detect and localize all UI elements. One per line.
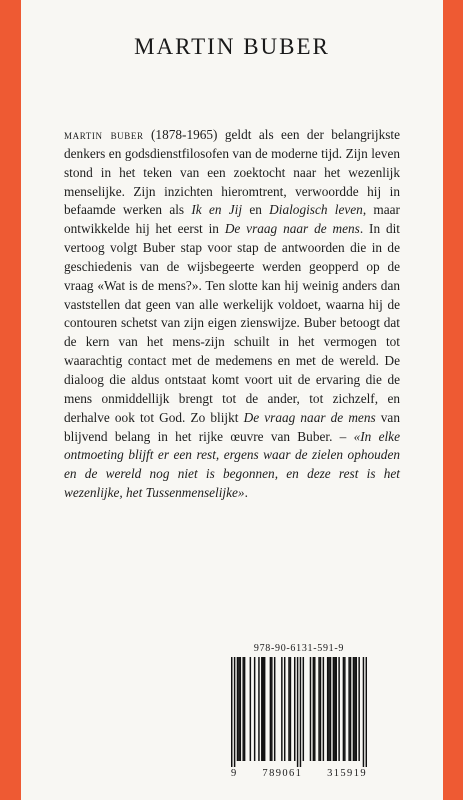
barcode-bar: [294, 657, 295, 761]
barcode-bar: [264, 657, 265, 761]
blurb-part-3: , maar ontwikkelde hij het eerst in: [64, 202, 400, 237]
ean-left-group: 789061: [262, 768, 303, 779]
barcode-bar: [336, 657, 337, 761]
barcode-bar: [327, 657, 328, 761]
barcode-bar: [353, 657, 354, 761]
barcode-bar: [323, 657, 324, 761]
blurb-author-name: martin buber: [64, 127, 144, 142]
barcode-bar: [238, 657, 239, 761]
barcode-bar: [338, 657, 339, 761]
barcode-bar: [358, 657, 359, 761]
barcode-bar: [284, 657, 285, 761]
barcode-bar: [366, 657, 367, 767]
barcode-bar: [297, 657, 298, 767]
barcode-bar: [244, 657, 245, 761]
barcode-bar: [250, 657, 251, 761]
barcode-bar: [237, 657, 238, 761]
back-cover: [21, 0, 443, 800]
book-title-dialogisch-leven: Dialogisch leven: [269, 202, 363, 218]
barcode-bar: [363, 657, 364, 767]
isbn-number: 978-90-6131-591-9: [253, 643, 345, 654]
barcode-bar: [318, 657, 319, 761]
barcode-bar: [240, 657, 241, 761]
barcode-bar: [354, 657, 355, 761]
barcode-bar: [288, 657, 289, 761]
barcode-bar: [343, 657, 344, 761]
barcode-bar: [320, 657, 321, 761]
barcode-bar: [254, 657, 255, 761]
blurb-part-1: (1878-1965) geldt als een der belangrijkste denkers en godsdienstfilosofen van de moderne tijd. Zijn leven stond in het teken van een zoektocht naar het wezenlijk menselijke. Zijn inzichten hieromtrent, verwoordde hij in befaamde werken als: [64, 127, 400, 218]
barcode-bar: [271, 657, 272, 761]
barcode-bar: [242, 657, 243, 761]
barcode-bar: [334, 657, 335, 761]
barcode-bar: [258, 657, 259, 761]
barcode-bar: [356, 657, 357, 761]
barcode-bar: [281, 657, 282, 761]
barcode-bar: [300, 657, 301, 767]
blurb-end: .: [244, 485, 248, 501]
book-title-de-vraag: De vraag naar de mens: [224, 221, 360, 237]
book-title-de-vraag-2: De vraag naar de mens: [243, 409, 376, 425]
barcode-bars: [231, 657, 367, 767]
closing-quote: «In elke ontmoeting blijft er een rest, ergens waar de zielen ophouden en de wereld nog niet is begonnen, en deze rest is het wezenlijke, het Tussenmenselijke»: [64, 428, 400, 501]
blurb-part-4: . In dit vertoog volgt Buber stap voor stap de antwoorden die in de geschiedenis van de wijsbegeerte werden geopperd op de vraag «Wat is de mens?». Ten slotte kan hij weinig anders dan vaststellen dat geen van alle werkelijk voldoet, waarna hij de contouren schetst van zijn eigen zienswijze. Buber betoogt dat de kern van het mens-zijn schuilt in het vermogen tot waarachtig contact met de medemens en met de wereld. De dialoog die aldus ontstaat komt voort uit de ervaring die de mens onmiddellijk brengt tot de ander, tot zichzelf, en derhalve ook tot God. Zo blijkt: [64, 221, 401, 425]
blurb-text: [64, 126, 400, 503]
barcode-bar: [348, 657, 349, 761]
blurb-part-5: van blijvend belang in het rijke œuvre van Buber. –: [64, 409, 400, 444]
barcode-bar: [262, 657, 263, 761]
barcode-bar: [333, 657, 334, 761]
barcode-bar: [314, 657, 315, 761]
barcode-bar: [313, 657, 314, 761]
blurb-part-2: en: [242, 202, 270, 218]
barcode-bar: [231, 657, 232, 767]
barcode-bar: [328, 657, 329, 761]
barcode-bar: [274, 657, 275, 761]
book-title-ik-en-jij: Ik en Jij: [191, 202, 243, 218]
ean-right-group: 315919: [327, 768, 367, 779]
barcode-bar: [261, 657, 262, 761]
barcode-bar: [310, 657, 311, 761]
barcode-bar: [270, 657, 271, 761]
barcode-bar: [344, 657, 345, 761]
ean-digits: [231, 768, 367, 779]
author-title: MARTIN BUBER: [134, 34, 330, 59]
ean-first-digit: 9: [231, 768, 238, 779]
barcode-bar: [290, 657, 291, 761]
barcode-bar: [303, 657, 304, 761]
barcode-bar: [234, 657, 235, 767]
barcode: [231, 643, 367, 779]
barcode-bar: [350, 657, 351, 761]
barcode-bar: [330, 657, 331, 761]
